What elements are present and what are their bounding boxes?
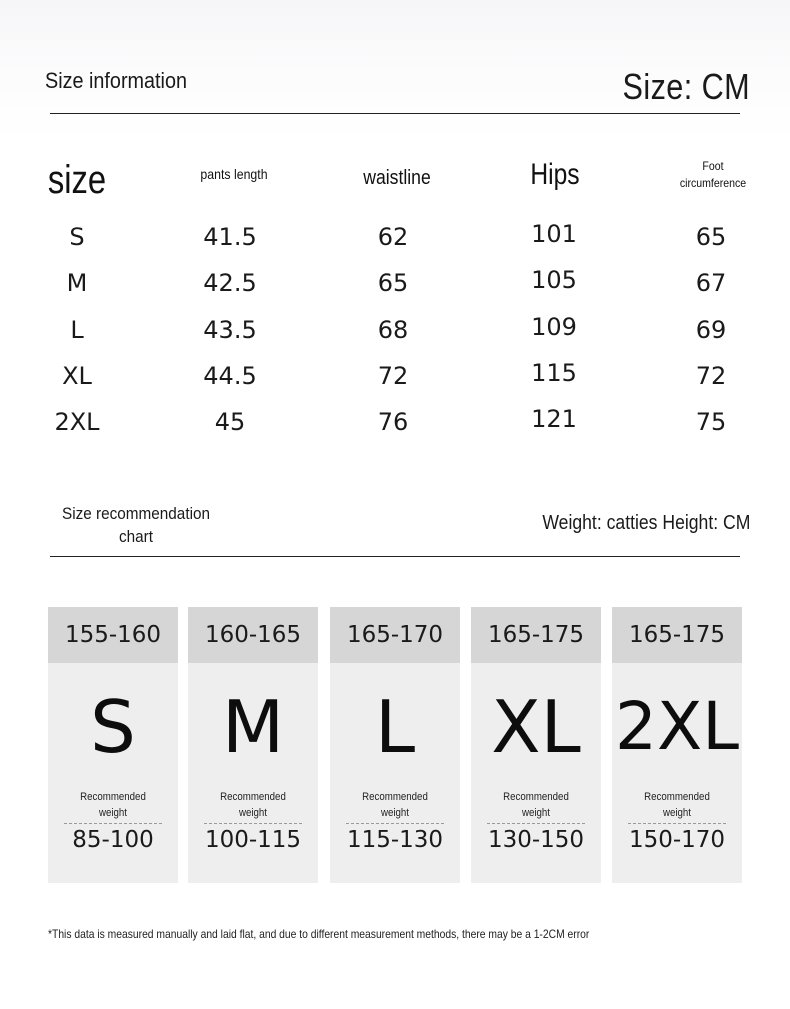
card-height-range: 155-160 bbox=[48, 607, 178, 663]
card-dashed-divider bbox=[64, 823, 162, 824]
card-recommended-label bbox=[196, 789, 310, 821]
column-header-hips: Hips bbox=[530, 158, 580, 191]
card-height-range: 165-175 bbox=[612, 607, 742, 663]
size-card-s bbox=[48, 607, 178, 883]
rec-line: Recommended bbox=[644, 791, 710, 803]
card-height-range: 165-175 bbox=[471, 607, 601, 663]
card-weight-range: 150-170 bbox=[628, 827, 726, 853]
cell-hips: 101 bbox=[531, 220, 577, 248]
cell-size: S bbox=[69, 223, 85, 251]
rec-title-line: Size recommendation bbox=[62, 504, 210, 523]
cell-waistline: 65 bbox=[377, 269, 409, 297]
rec-line: Recommended bbox=[503, 791, 569, 803]
rec-line: weight bbox=[522, 807, 550, 819]
measurement-footnote: *This data is measured manually and laid flat, and due to different measurement methods, there may be a 1-2CM error bbox=[48, 927, 590, 941]
card-weight-range: 100-115 bbox=[204, 827, 302, 853]
card-recommended-label bbox=[620, 789, 734, 821]
column-header-size: size bbox=[47, 158, 107, 202]
cell-hips: 121 bbox=[531, 405, 577, 433]
size-information-title: Size information bbox=[45, 68, 187, 93]
rec-line: Recommended bbox=[362, 791, 428, 803]
size-recommendation-title bbox=[62, 502, 210, 548]
rec-line: Recommended bbox=[220, 791, 286, 803]
cell-foot: 65 bbox=[695, 223, 727, 251]
card-size-label: XL bbox=[491, 685, 581, 769]
card-height-range: 165-170 bbox=[330, 607, 460, 663]
rec-line: Recommended bbox=[80, 791, 146, 803]
cell-pants-length: 44.5 bbox=[203, 362, 257, 390]
card-size-label: S bbox=[90, 685, 136, 769]
size-card-m bbox=[188, 607, 318, 883]
rec-line: weight bbox=[663, 807, 691, 819]
card-dashed-divider bbox=[346, 823, 444, 824]
cell-size: XL bbox=[62, 362, 92, 390]
cell-hips: 105 bbox=[531, 266, 577, 294]
card-weight-range: 130-150 bbox=[487, 827, 585, 853]
card-height-range: 160-165 bbox=[188, 607, 318, 663]
column-header-waistline: waistline bbox=[363, 167, 431, 189]
size-card-xl bbox=[471, 607, 601, 883]
size-card-l bbox=[330, 607, 460, 883]
rec-line: weight bbox=[99, 807, 127, 819]
recommendation-divider bbox=[50, 556, 740, 557]
cell-hips: 115 bbox=[531, 359, 577, 387]
cell-waistline: 76 bbox=[377, 408, 409, 436]
cell-foot: 69 bbox=[695, 316, 727, 344]
card-dashed-divider bbox=[487, 823, 585, 824]
foot-header-line: circumference bbox=[679, 176, 747, 190]
cell-size: 2XL bbox=[54, 408, 100, 436]
cell-hips: 109 bbox=[531, 313, 577, 341]
card-size-label: M bbox=[221, 685, 285, 769]
column-header-pants-length: pants length bbox=[200, 166, 268, 182]
card-weight-range: 115-130 bbox=[346, 827, 444, 853]
card-size-label: L bbox=[374, 685, 416, 769]
card-recommended-label bbox=[479, 789, 593, 821]
unit-label: Size: CM bbox=[622, 66, 750, 107]
cell-pants-length: 45 bbox=[214, 408, 246, 436]
cell-waistline: 72 bbox=[377, 362, 409, 390]
card-recommended-label bbox=[338, 789, 452, 821]
cell-foot: 75 bbox=[695, 408, 727, 436]
size-card-2xl bbox=[612, 607, 742, 883]
cell-size: L bbox=[70, 316, 84, 344]
cell-foot: 72 bbox=[695, 362, 727, 390]
rec-line: weight bbox=[381, 807, 409, 819]
rec-line: weight bbox=[239, 807, 267, 819]
card-dashed-divider bbox=[628, 823, 726, 824]
card-dashed-divider bbox=[204, 823, 302, 824]
cell-size: M bbox=[66, 269, 88, 297]
card-recommended-label bbox=[56, 789, 170, 821]
card-size-label: 2XL bbox=[615, 688, 739, 765]
cell-pants-length: 42.5 bbox=[203, 269, 257, 297]
foot-header-line: Foot bbox=[702, 159, 724, 173]
cell-pants-length: 43.5 bbox=[203, 316, 257, 344]
rec-title-line: chart bbox=[118, 527, 154, 546]
card-weight-range: 85-100 bbox=[72, 827, 154, 853]
column-header-foot-circumference bbox=[680, 158, 746, 192]
cell-foot: 67 bbox=[695, 269, 727, 297]
cell-waistline: 68 bbox=[377, 316, 409, 344]
cell-waistline: 62 bbox=[377, 223, 409, 251]
header-divider bbox=[50, 113, 740, 114]
cell-pants-length: 41.5 bbox=[203, 223, 257, 251]
weight-height-units: Weight: catties Height: CM bbox=[541, 512, 750, 534]
